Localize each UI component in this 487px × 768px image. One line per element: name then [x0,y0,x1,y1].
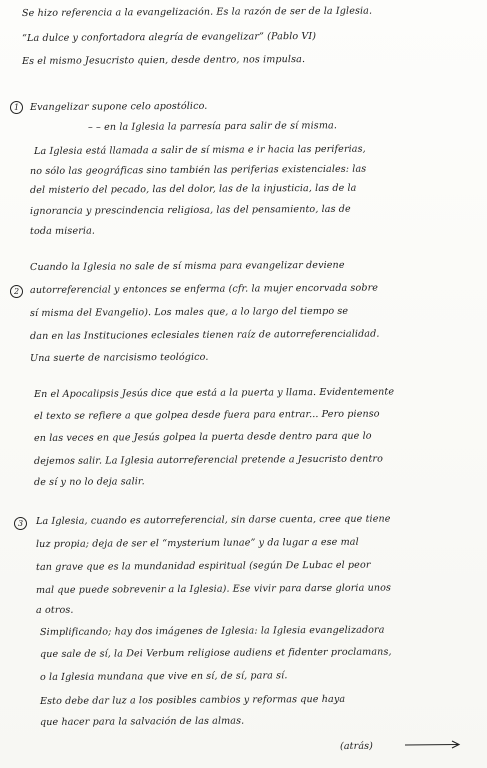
text-line: ignorancia y prescindencia religiosa, las del pensamiento, las de [29,203,351,217]
text-line: luz propia; deja de ser el “mysterium lunae” y da lugar a ese mal [35,536,359,550]
text-line: Esto debe dar luz a los posibles cambios y reformas que haya [39,693,346,707]
text-line: del misterio del pecado, las del dolor, las de la injusticia, las de la [29,182,357,196]
text-line: Se hizo referencia a la evangelización. Es la razón de ser de la Iglesia. [21,5,373,19]
text-line: – – en la Iglesia la parresía para salir de sí misma. [87,120,338,133]
text-line: no sólo las geográficas sino también las periferias existenciales: las [29,163,367,177]
point-number-3: 3 [14,517,27,530]
arrow-right-icon [404,740,462,750]
text-line: en las veces en que Jesús golpea la puerta desde dentro para que lo [33,430,372,444]
text-line: que hacer para la salvación de las almas. [39,715,245,728]
text-line: tan grave que es la mundanidad espiritual (según De Lubac el peor [35,559,371,573]
text-line: La Iglesia está llamada a salir de sí misma e ir hacia las periferias, [33,143,366,157]
text-line: autorreferencial y entonces se enferma (cfr. la mujer encorvada sobre [29,282,379,296]
text-line: o la Iglesia mundana que vive en sí, de sí, para sí. [39,670,288,683]
text-line: mal que puede sobrevenir a la Iglesia). Ese vivir para darse gloria unos [35,582,392,596]
point-number-1: 1 [10,101,23,114]
text-line: dan en las Instituciones eclesiales tienen raíz de autorreferencialidad. [29,328,380,342]
text-line: Evangelizar supone celo apostólico. [29,100,208,113]
text-line: En el Apocalipsis Jesús dice que está a la puerta y llama. Evidentemente [33,386,395,400]
text-line: La Iglesia, cuando es autorreferencial, sin darse cuenta, cree que tiene [35,513,391,527]
text-line: Es el mismo Jesucristo quien, desde dentro, nos impulsa. [21,54,306,67]
text-line: sí misma del Evangelio). Los males que, a lo largo del tiempo se [29,305,349,319]
point-number-2: 2 [10,285,23,298]
text-line: que sale de sí, la Dei Verbum religiose audiens et fidenter proclamans, [39,646,392,660]
continued-note: (atrás) [339,740,374,752]
text-line: a otros. [35,604,74,616]
text-line: Una suerte de narcisismo teológico. [29,351,209,364]
text-line: dejemos salir. La Iglesia autorreferencial pretende a Jesucristo dentro [33,453,383,467]
text-line: Cuando la Iglesia no sale de sí misma para evangelizar deviene [29,259,345,273]
text-line: Simplificando; hay dos imágenes de Iglesia: la Iglesia evangelizadora [39,624,385,638]
text-line: el texto se refiere a que golpea desde fuera para entrar... Pero pienso [33,408,380,422]
text-line: de sí y no lo deja salir. [33,476,145,488]
text-line: toda miseria. [29,225,96,237]
text-line: “La dulce y confortadora alegría de evangelizar” (Pablo VI) [21,30,317,44]
